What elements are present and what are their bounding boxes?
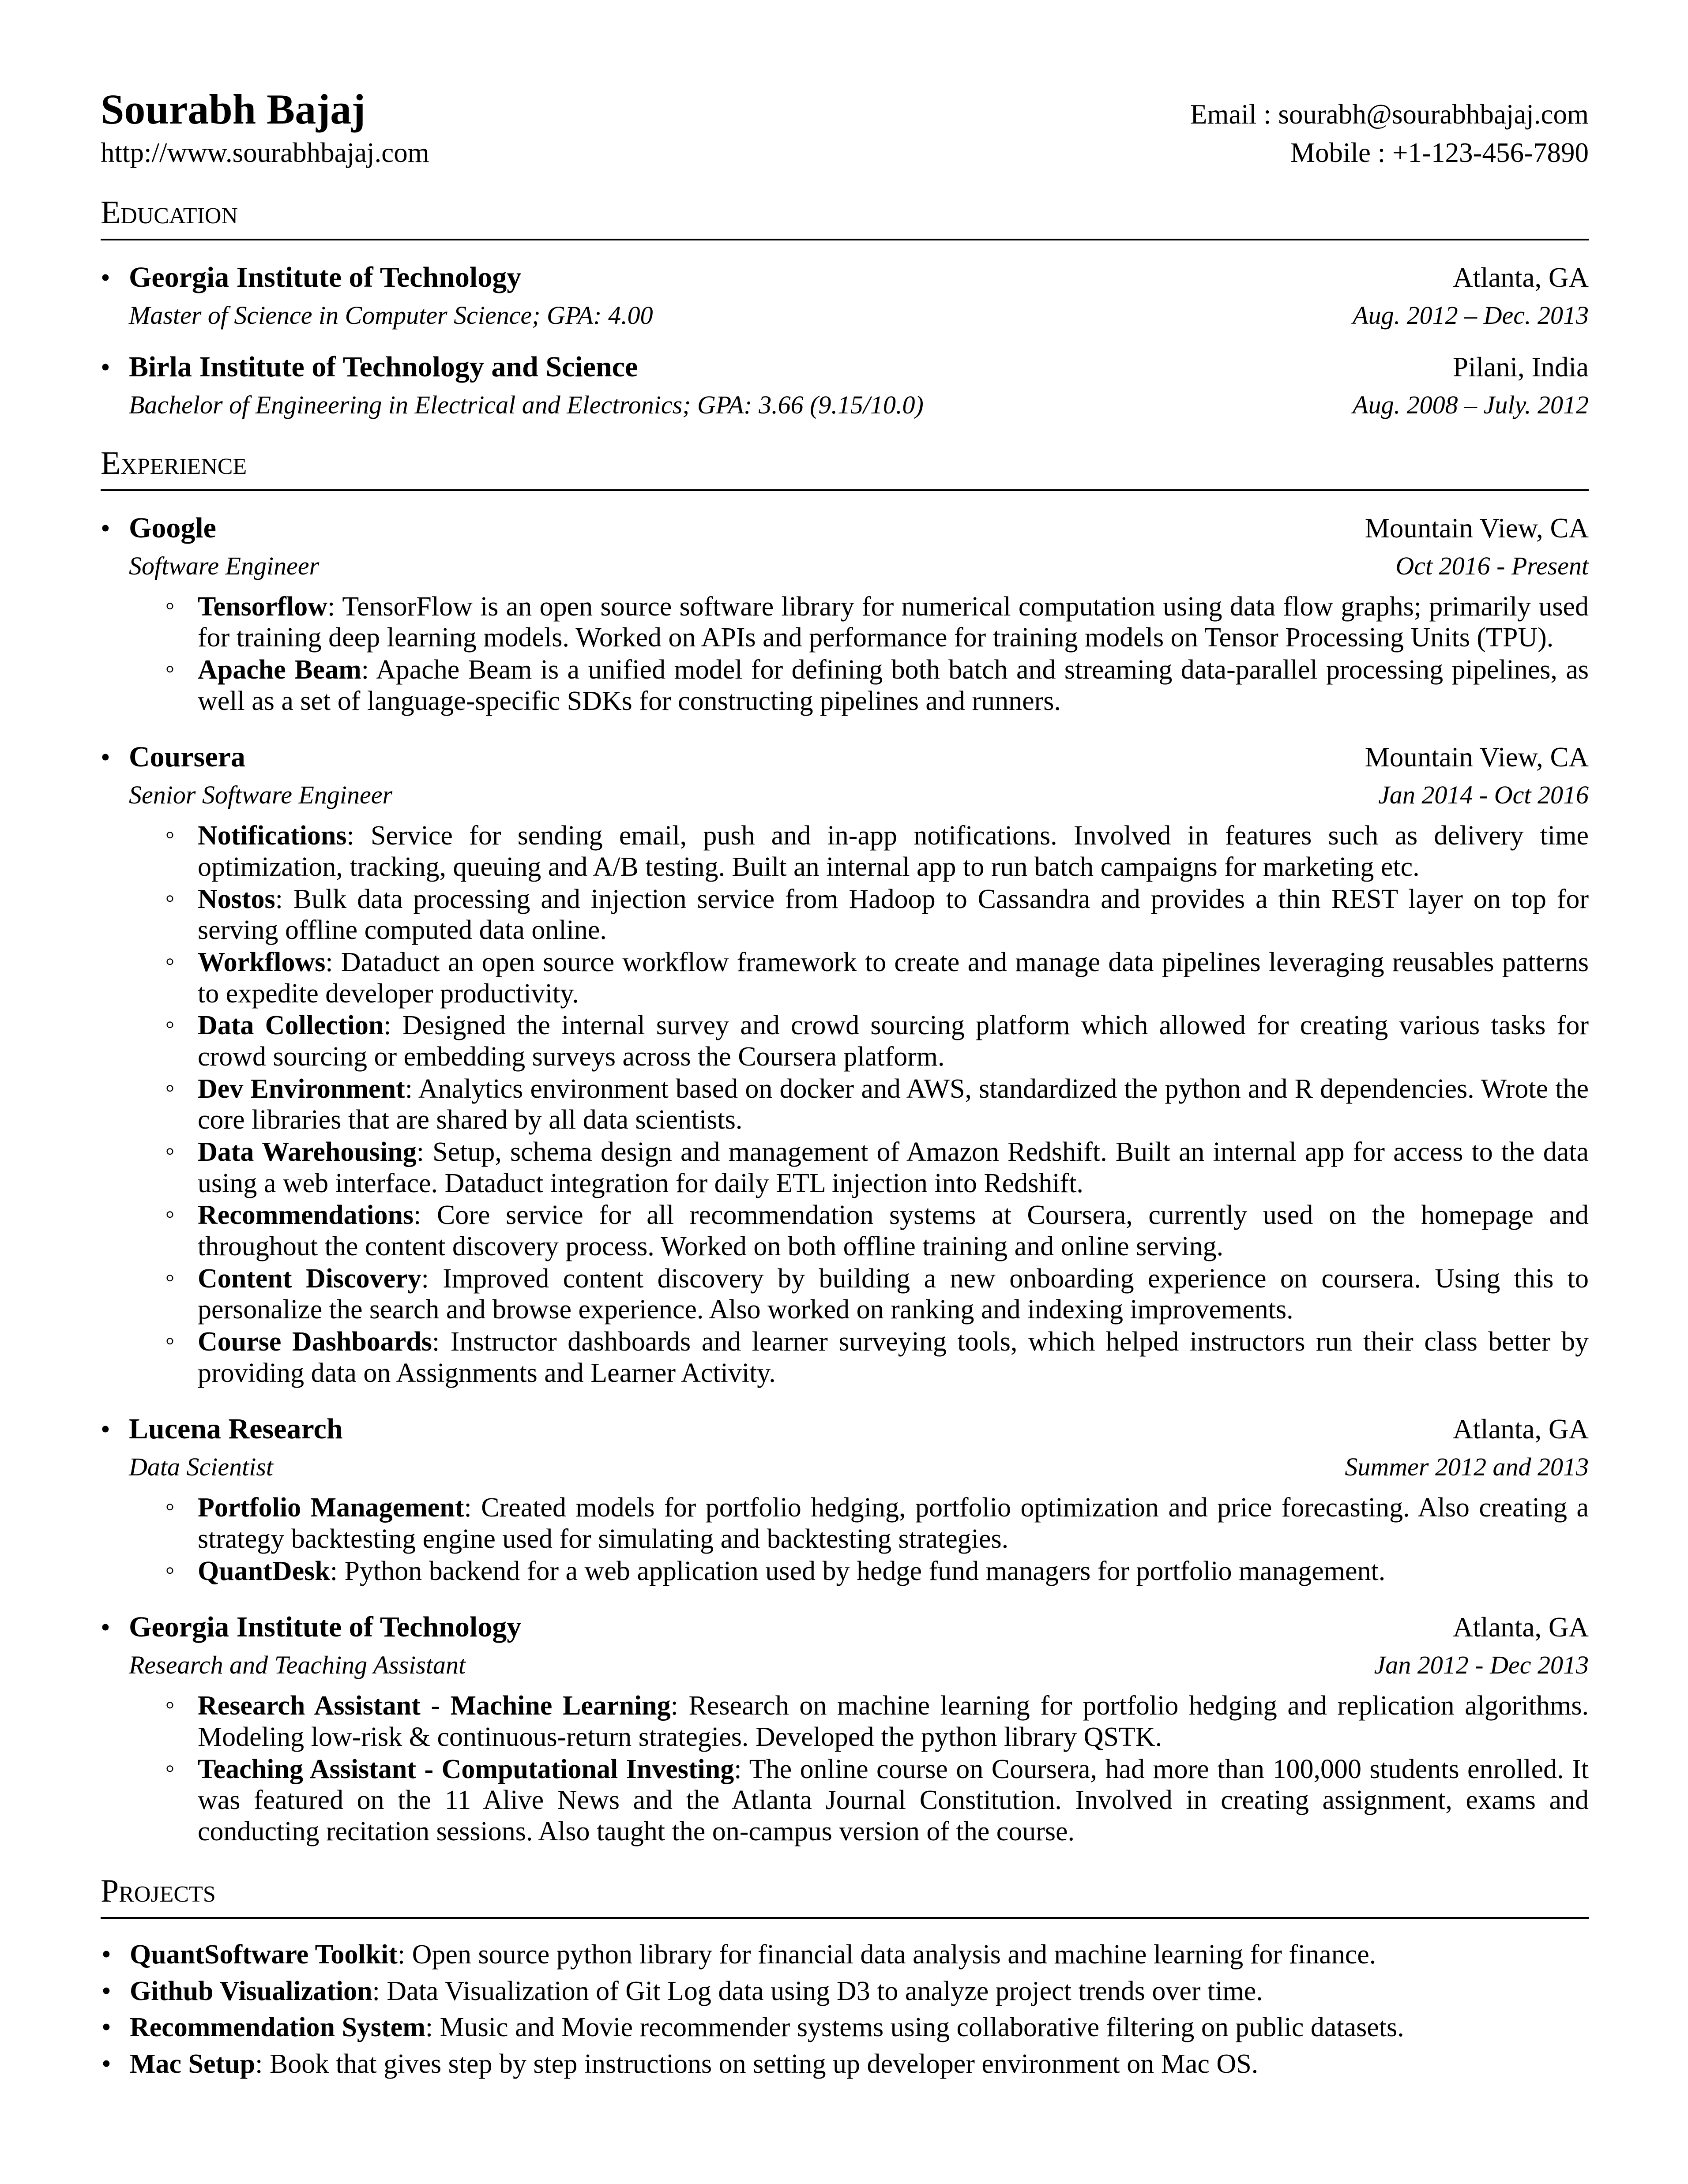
section-rule: [101, 239, 1589, 240]
education-dates: Aug. 2012 – Dec. 2013: [1353, 300, 1589, 330]
mobile-text: Mobile : +1-123-456-7890: [1290, 137, 1589, 168]
circle-bullet-icon: ◦: [165, 654, 175, 684]
item-text: The online course on Coursera, had more than 100,000 students enrolled. It was featured on the 11 Alive News and the Atlanta Journal Constitution. Involved in creating assignment, exams and conducting recitation sessions. Also taught the on-campus version of the course.: [198, 1754, 1589, 1847]
item-label: Research Assistant - Machine Learning: [198, 1691, 671, 1721]
item-separator: :: [414, 1200, 437, 1231]
project-text: Book that gives step by step instructions on setting up developer environment on Mac OS.: [269, 2049, 1259, 2079]
item-label: Recommendations: [198, 1200, 414, 1231]
project-item: [101, 2012, 1589, 2043]
project-name: Recommendation System: [130, 2012, 425, 2043]
job-title: Research and Teaching Assistant: [129, 1651, 466, 1680]
experience-entry: [101, 1610, 1589, 1847]
circle-bullet-icon: ◦: [165, 1262, 175, 1293]
item-separator: :: [346, 821, 371, 851]
item-separator: :: [670, 1691, 689, 1721]
projects-section-title: Projects: [101, 1873, 216, 1909]
item-text: Research on machine learning for portfolio hedging and replication algorithms. Modeling low-risk & continuous-return strategies. Developed the python library QSTK.: [198, 1691, 1589, 1752]
bullet-icon: •: [102, 2012, 111, 2043]
section-rule: [101, 1917, 1589, 1919]
experience-items-list: [101, 820, 1589, 1388]
institution-location: Pilani, India: [1453, 351, 1589, 383]
item-text: Python backend for a web application used by hedge fund managers for portfolio management.: [344, 1556, 1386, 1586]
item-label: Portfolio Management: [198, 1493, 464, 1523]
item-label: Notifications: [198, 821, 347, 851]
circle-bullet-icon: ◦: [165, 1326, 175, 1356]
experience-bullet-item: [101, 1690, 1589, 1752]
experience-bullet-item: [101, 1754, 1589, 1847]
job-title: Software Engineer: [129, 551, 320, 580]
bullet-icon: •: [101, 263, 110, 293]
resume-header: [101, 86, 1589, 169]
project-item: [101, 1939, 1589, 1970]
degree-text: Master of Science in Computer Science; GPA: 4.00: [129, 300, 653, 330]
item-text: Bulk data processing and injection service from Hadoop to Cassandra and provides a thin REST layer on top for serving offline computed data online.: [198, 884, 1589, 946]
experience-dates: Summer 2012 and 2013: [1345, 1452, 1589, 1482]
experience-entry-line2: [101, 1650, 1589, 1680]
section-education: [101, 196, 1589, 420]
experience-items-list: [101, 591, 1589, 717]
experience-entry-line1: [101, 740, 1589, 774]
experience-bullet-item: [101, 1492, 1589, 1554]
item-separator: :: [397, 1939, 412, 1970]
experience-dates: Jan 2014 - Oct 2016: [1378, 781, 1589, 810]
item-separator: :: [432, 1327, 451, 1357]
bullet-icon: •: [101, 743, 110, 773]
experience-bullet-item: [101, 1556, 1589, 1587]
company-location: Mountain View, CA: [1365, 512, 1589, 544]
experience-entries-list: [101, 511, 1589, 1847]
circle-bullet-icon: ◦: [165, 1136, 175, 1167]
item-separator: :: [421, 1263, 443, 1294]
bullet-icon: •: [101, 1613, 110, 1643]
item-text: Improved content discovery by building a new onboarding experience on coursera. Using this to personalize the search and browse experience. Also worked on ranking and indexing improvements.: [198, 1263, 1589, 1325]
item-separator: :: [325, 947, 341, 978]
item-text: Analytics environment based on docker and AWS, standardized the python and R dependencies. Wrote the core libraries that are shared by all data scientists.: [198, 1073, 1589, 1135]
bullet-icon: •: [101, 352, 110, 383]
education-entry-line1: [101, 261, 1589, 294]
experience-bullet-item: [101, 1200, 1589, 1262]
project-item: [101, 1976, 1589, 2007]
item-separator: :: [734, 1754, 749, 1784]
website-text: http://www.sourabhbajaj.com: [101, 137, 429, 168]
item-label: Apache Beam: [198, 655, 361, 685]
institution-name: Georgia Institute of Technology: [129, 261, 522, 293]
item-separator: :: [330, 1556, 345, 1586]
bullet-icon: •: [102, 1976, 111, 2006]
bullet-icon: •: [101, 513, 110, 544]
person-name: Sourabh Bajaj: [101, 86, 366, 133]
experience-section-title: Experience: [101, 445, 247, 481]
item-separator: :: [275, 884, 293, 914]
item-separator: :: [255, 2049, 270, 2079]
company-name: Lucena Research: [129, 1413, 343, 1445]
circle-bullet-icon: ◦: [165, 1690, 175, 1720]
company-location: Mountain View, CA: [1365, 742, 1589, 773]
email-text: Email : sourabh@sourabhbajaj.com: [1190, 99, 1589, 130]
education-dates: Aug. 2008 – July. 2012: [1353, 390, 1589, 419]
experience-bullet-item: [101, 1073, 1589, 1136]
item-separator: :: [464, 1493, 481, 1523]
item-separator: :: [416, 1137, 433, 1167]
education-entry-line2: [101, 390, 1589, 420]
circle-bullet-icon: ◦: [165, 1555, 175, 1585]
project-text: Music and Movie recommender systems using collaborative filtering on public datasets.: [440, 2012, 1404, 2043]
company-name: Georgia Institute of Technology: [129, 1611, 522, 1644]
item-label: Workflows: [198, 947, 326, 978]
projects-items-list: [101, 1939, 1589, 2080]
circle-bullet-icon: ◦: [165, 1009, 175, 1040]
circle-bullet-icon: ◦: [165, 820, 175, 850]
experience-entry: [101, 1412, 1589, 1587]
experience-items-list: [101, 1690, 1589, 1847]
item-label: Data Collection: [198, 1010, 384, 1041]
experience-bullet-item: [101, 591, 1589, 653]
item-label: Dev Environment: [198, 1073, 405, 1104]
experience-entry-line1: [101, 1610, 1589, 1644]
company-location: Atlanta, GA: [1453, 1612, 1589, 1643]
experience-entry-line2: [101, 1452, 1589, 1482]
section-rule: [101, 489, 1589, 491]
education-entry: [101, 261, 1589, 330]
bullet-icon: •: [102, 1939, 111, 1970]
circle-bullet-icon: ◦: [165, 883, 175, 913]
item-text: TensorFlow is an open source software library for numerical computation using data flow graphs; primarily used for training deep learning models. Worked on APIs and performance for training models on Tensor Processing Units (TPU).: [198, 591, 1589, 653]
experience-bullet-item: [101, 1326, 1589, 1388]
experience-bullet-item: [101, 1010, 1589, 1072]
item-text: Created models for portfolio hedging, portfolio optimization and price forecasting. Also creating a strategy backtesting engine used for simulating and backtesting strategies.: [198, 1493, 1589, 1554]
project-item: [101, 2049, 1589, 2080]
item-label: Teaching Assistant - Computational Investing: [198, 1754, 734, 1784]
item-separator: :: [405, 1073, 418, 1104]
experience-bullet-item: [101, 947, 1589, 1009]
header-row-2: [101, 137, 1589, 169]
item-text: Designed the internal survey and crowd sourcing platform which allowed for creating various tasks for crowd sourcing or embedding surveys across the Coursera platform.: [198, 1010, 1589, 1072]
project-text: Open source python library for financial data analysis and machine learning for finance.: [412, 1939, 1376, 1970]
item-label: Tensorflow: [198, 591, 327, 622]
experience-items-list: [101, 1492, 1589, 1587]
institution-location: Atlanta, GA: [1453, 262, 1589, 293]
section-experience: [101, 447, 1589, 1847]
item-text: Dataduct an open source workflow framework to create and manage data pipelines leveraging reusables patterns to expedite developer productivity.: [198, 947, 1589, 1009]
project-text: Data Visualization of Git Log data using D3 to analyze project trends over time.: [387, 1976, 1263, 2006]
company-location: Atlanta, GA: [1453, 1414, 1589, 1445]
job-title: Data Scientist: [129, 1452, 274, 1482]
item-label: Content Discovery: [198, 1263, 421, 1294]
company-name: Google: [129, 511, 216, 544]
item-separator: :: [361, 655, 376, 685]
experience-dates: Oct 2016 - Present: [1395, 551, 1589, 580]
experience-bullet-item: [101, 1263, 1589, 1325]
education-entries-list: [101, 261, 1589, 420]
circle-bullet-icon: ◦: [165, 590, 175, 621]
item-text: Service for sending email, push and in-app notifications. Involved in features such as delivery time optimization, tracking, queuing and A/B testing. Built an internal app to run batch campaigns for marketing etc.: [198, 821, 1589, 882]
experience-entry-line1: [101, 511, 1589, 545]
section-projects: [101, 1875, 1589, 2080]
institution-name: Birla Institute of Technology and Science: [129, 350, 638, 383]
item-label: Data Warehousing: [198, 1137, 417, 1167]
experience-bullet-item: [101, 820, 1589, 882]
project-name: Mac Setup: [130, 2049, 256, 2079]
degree-text: Bachelor of Engineering in Electrical and Electronics; GPA: 3.66 (9.15/10.0): [129, 390, 924, 419]
circle-bullet-icon: ◦: [165, 1199, 175, 1230]
education-entry-line1: [101, 350, 1589, 384]
education-entry-line2: [101, 300, 1589, 330]
bullet-icon: •: [101, 1415, 110, 1445]
header-row-1: [101, 86, 1589, 132]
item-separator: :: [327, 591, 342, 622]
circle-bullet-icon: ◦: [165, 946, 175, 977]
circle-bullet-icon: ◦: [165, 1492, 175, 1522]
experience-dates: Jan 2012 - Dec 2013: [1374, 1651, 1589, 1680]
item-separator: :: [425, 2012, 440, 2043]
item-label: Course Dashboards: [198, 1327, 432, 1357]
project-name: QuantSoftware Toolkit: [130, 1939, 398, 1970]
experience-bullet-item: [101, 654, 1589, 717]
experience-entry-line1: [101, 1412, 1589, 1446]
circle-bullet-icon: ◦: [165, 1073, 175, 1103]
item-text: Setup, schema design and management of Amazon Redshift. Built an internal app for access to the data using a web interface. Dataduct integration for daily ETL injection into Redshift.: [198, 1137, 1589, 1198]
job-title: Senior Software Engineer: [129, 781, 393, 810]
project-name: Github Visualization: [130, 1976, 372, 2006]
experience-entry: [101, 511, 1589, 717]
item-text: Core service for all recommendation systems at Coursera, currently used on the homepage and throughout the content discovery process. Worked on both offline training and online serving.: [198, 1200, 1589, 1262]
bullet-icon: •: [102, 2049, 111, 2079]
company-name: Coursera: [129, 741, 245, 773]
education-entry: [101, 350, 1589, 420]
experience-bullet-item: [101, 884, 1589, 946]
item-label: QuantDesk: [198, 1556, 330, 1586]
education-section-title: Education: [101, 194, 238, 231]
item-separator: :: [383, 1010, 402, 1041]
item-text: Apache Beam is a unified model for defining both batch and streaming data-parallel processing pipelines, as well as a set of language-specific SDKs for constructing pipelines and runners.: [198, 655, 1589, 716]
circle-bullet-icon: ◦: [165, 1753, 175, 1783]
experience-entry: [101, 740, 1589, 1388]
experience-entry-line2: [101, 551, 1589, 581]
item-text: Instructor dashboards and learner surveying tools, which helped instructors run their class better by providing data on Assignments and Learner Activity.: [198, 1327, 1589, 1388]
experience-entry-line2: [101, 780, 1589, 810]
item-separator: :: [372, 1976, 387, 2006]
item-label: Nostos: [198, 884, 275, 914]
experience-bullet-item: [101, 1137, 1589, 1199]
